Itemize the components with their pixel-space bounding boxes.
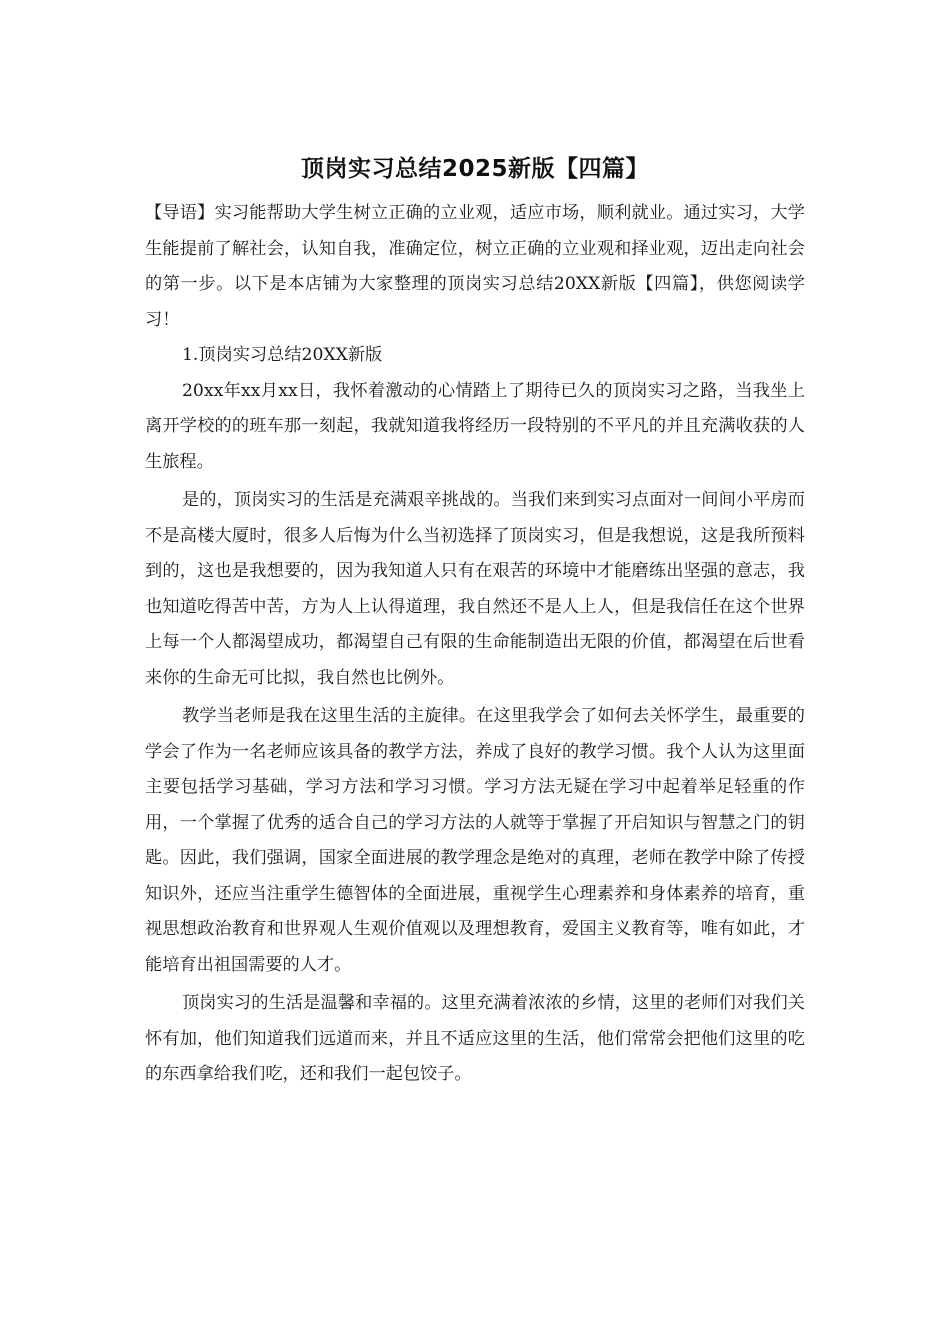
section-heading: 1.顶岗实习总结20XX新版: [182, 345, 383, 365]
body-paragraph: 是的，顶岗实习的生活是充满艰辛挑战的。当我们来到实习点面对一间间小平房而不是高楼大厦时，很多人后悔为什么当初选择了顶岗实习，但是我想说，这是我所预料到的，这也是我想要的，因为我知道人只有在艰苦的环境中才能磨练出坚强的意志，我也知道吃得苦中苦，方为人上认得道理，我自然还不是人上人，但是我信任在这个世界上每一个人都渴望成功，都渴望自己有限的生命能制造出无限的价值，都渴望在后世看来你的生命无可比拟，我自然也比例外。: [145, 490, 805, 688]
document-body: [145, 150, 805, 1093]
body-paragraph: 20xx年xx月xx日，我怀着激动的心情踏上了期待已久的顶岗实习之路，当我坐上离开学校的的班车那一刻起，我就知道我将经历一段特别的不平凡的并且充满收获的人生旅程。: [145, 380, 805, 472]
document-title: 顶岗实习总结2025新版【四篇】: [300, 156, 649, 182]
intro-paragraph: 【导语】实习能帮助大学生树立正确的立业观，适应市场，顺利就业。通过实习，大学生能提前了解社会，认知自我，准确定位，树立正确的立业观和择业观，迈出走向社会的第一步。以下是本店铺为大家整理的顶岗实习总结20XX新版【四篇】，供您阅读学习！: [145, 203, 805, 330]
body-paragraph: 顶岗实习的生活是温馨和幸福的。这里充满着浓浓的乡情，这里的老师们对我们关怀有加，他们知道我们远道而来，并且不适应这里的生活，他们常常会把他们这里的吃的东西拿给我们吃，还和我们一起包饺子。: [145, 993, 805, 1084]
body-paragraph: 教学当老师是我在这里生活的主旋律。在这里我学会了如何去关怀学生，最重要的学会了作为一名老师应该具备的教学方法，养成了良好的教学习惯。我个人认为这里面主要包括学习基础，学习方法和学习习惯。学习方法无疑在学习中起着举足轻重的作用，一个掌握了优秀的适合自己的学习方法的人就等于掌握了开启知识与智慧之门的钥匙。因此，我们强调，国家全面进展的教学理念是绝对的真理，老师在教学中除了传授知识外，还应当注重学生德智体的全面进展，重视学生心理素养和身体素养的培育，重视思想政治教育和世界观人生观价值观以及理想教育，爱国主义教育等，唯有如此，才能培育出祖国需要的人才。: [145, 706, 805, 975]
